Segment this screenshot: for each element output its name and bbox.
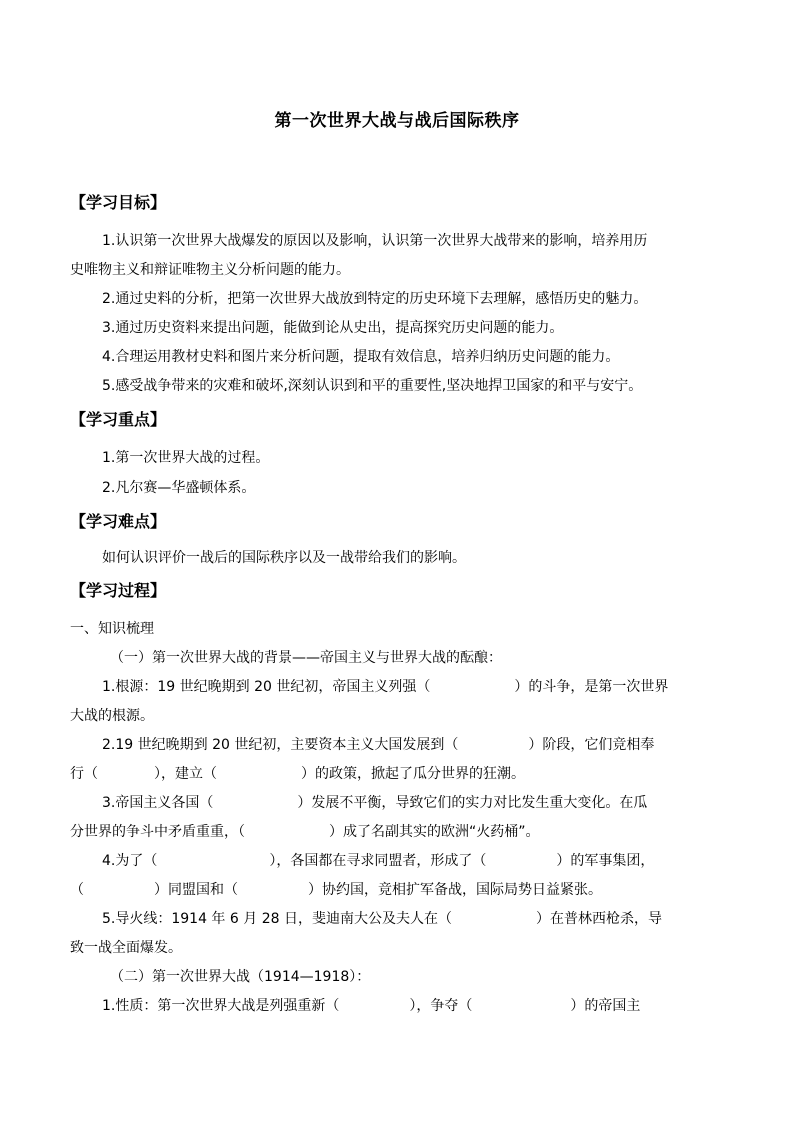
- objective-line: 4.合理运用教材史料和图片来分析问题，提取有效信息，培养归纳历史问题的能力。: [102, 349, 620, 365]
- process-line: （ ）同盟国和（ ）协约国，竞相扩军备战，国际局势日益紧张。: [70, 882, 602, 898]
- key-points-heading: 【学习重点】: [70, 410, 167, 429]
- document-title: 第一次世界大战与战后国际秩序: [274, 111, 520, 131]
- section-one-title: 一、知识梳理: [70, 621, 154, 637]
- difficulty-line: 如何认识评价一战后的国际秩序以及一战带给我们的影响。: [102, 550, 466, 566]
- objective-line: 2.通过史料的分析，把第一次世界大战放到特定的历史环境下去理解，感悟历史的魅力。: [102, 291, 648, 307]
- process-line: 5.导火线：1914 年 6 月 28 日，斐迪南大公及夫人在（ ）在普林西枪杀，导: [102, 911, 662, 927]
- process-line: 4.为了（ ），各国都在寻求同盟者，形成了（ ）的军事集团，: [102, 853, 655, 869]
- process-line: 分世界的争斗中矛盾重重，（ ）成了名副其实的欧洲“火药桶”。: [70, 824, 540, 840]
- objective-line: 1.认识第一次世界大战爆发的原因以及影响，认识第一次世界大战带来的影响，培养用历: [102, 233, 648, 249]
- process-line: 行（ ），建立（ ）的政策，掀起了瓜分世界的狂潮。: [70, 766, 525, 782]
- key-point-line: 1.第一次世界大战的过程。: [102, 450, 270, 466]
- objective-line: 3.通过历史资料来提出问题，能做到论从史出，提高探究历史问题的能力。: [102, 320, 564, 336]
- objective-line: 5.感受战争带来的灾难和破坏,深刻认识到和平的重要性,坚决地捍卫国家的和平与安宁。: [102, 378, 643, 394]
- objective-line: 史唯物主义和辩证唯物主义分析问题的能力。: [70, 262, 350, 278]
- key-point-line: 2.凡尔赛—华盛顿体系。: [102, 480, 256, 496]
- process-line: 1.根源：19 世纪晚期到 20 世纪初，帝国主义列强（ ）的斗争，是第一次世界: [102, 679, 669, 695]
- part-two-title: （二）第一次世界大战（1914—1918）：: [110, 969, 371, 985]
- process-line: 致一战全面爆发。: [70, 940, 182, 956]
- process-heading: 【学习过程】: [70, 581, 167, 600]
- objectives-heading: 【学习目标】: [70, 193, 167, 212]
- difficulties-heading: 【学习难点】: [70, 512, 167, 531]
- part-one-title: （一）第一次世界大战的背景——帝国主义与世界大战的酝酿：: [110, 650, 502, 666]
- process-line: 3.帝国主义各国（ ）发展不平衡，导致它们的实力对比发生重大变化。在瓜: [102, 795, 648, 811]
- process-line: 大战的根源。: [70, 708, 154, 724]
- process-line: 2.19 世纪晚期到 20 世纪初，主要资本主义大国发展到（ ）阶段，它们竞相奉: [102, 737, 655, 753]
- process-line: 1.性质：第一次世界大战是列强重新（ ），争夺（ ）的帝国主: [102, 998, 641, 1014]
